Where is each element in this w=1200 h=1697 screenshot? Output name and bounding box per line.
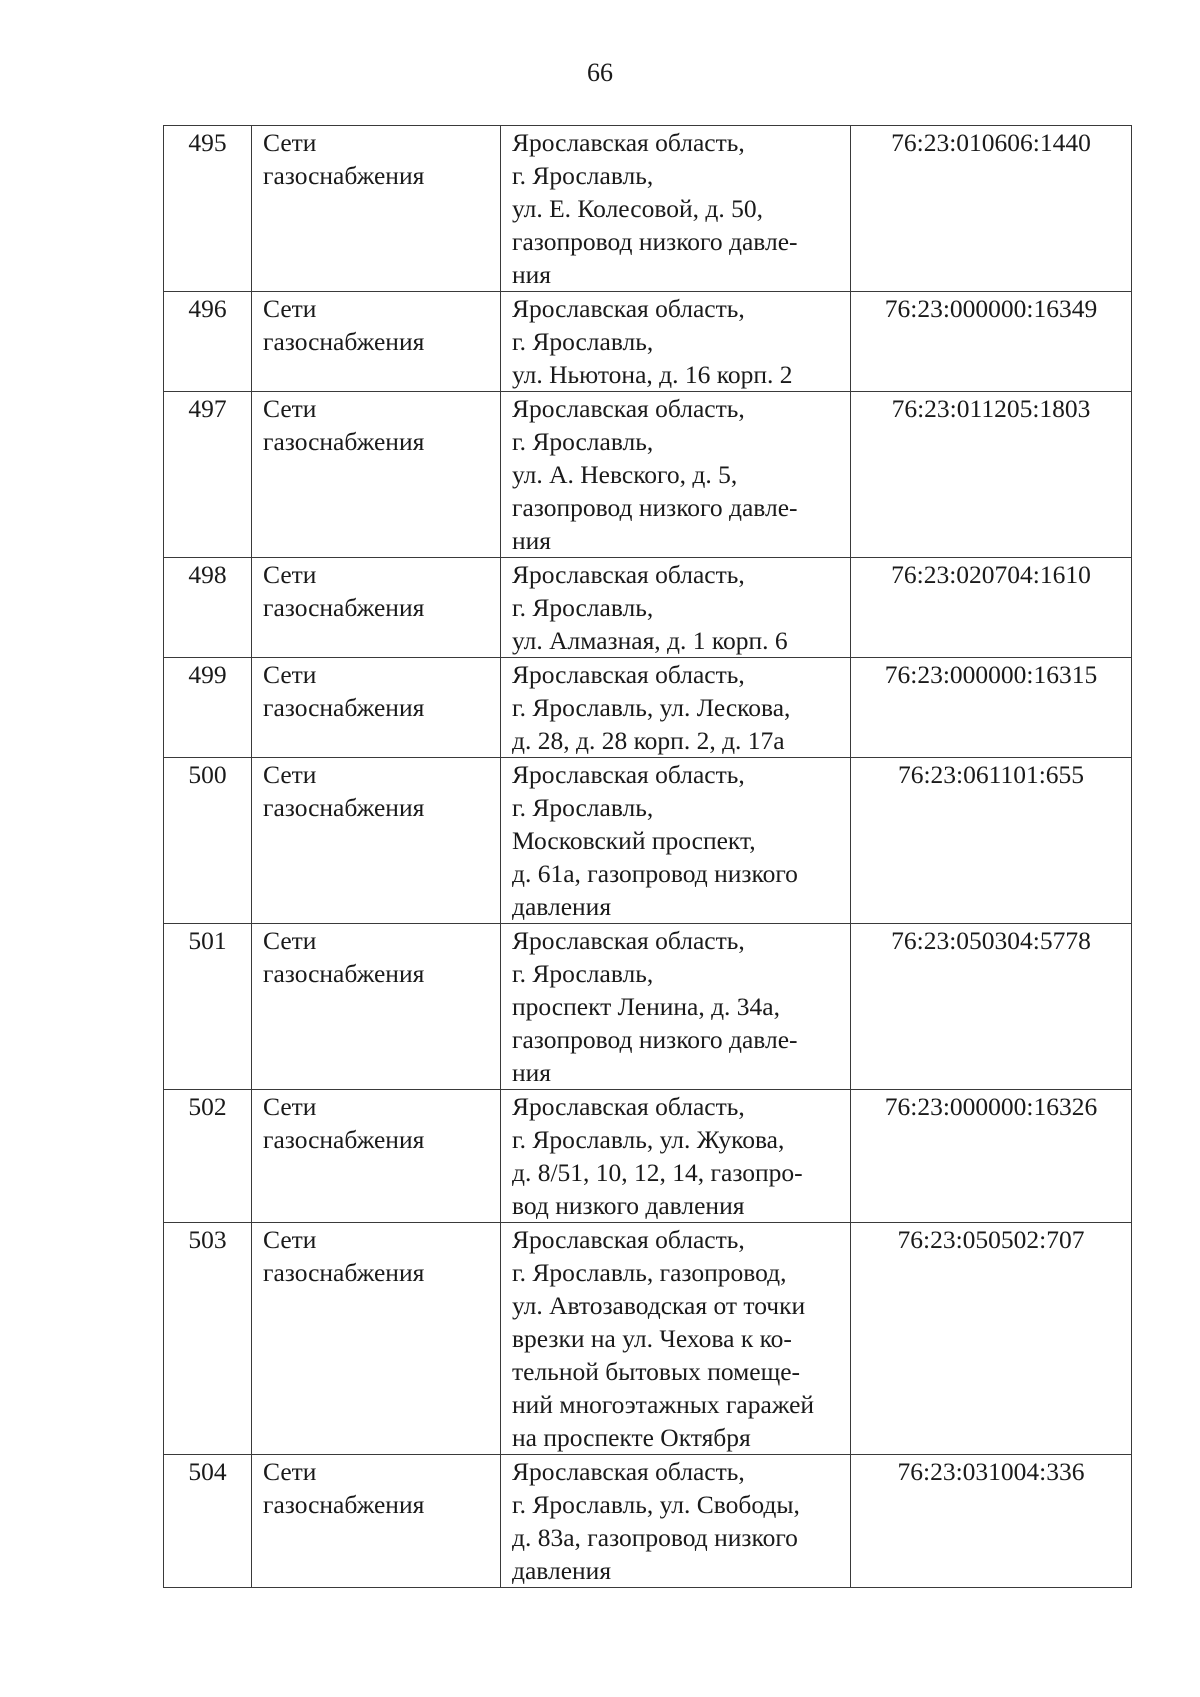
object-name-line: газоснабжения	[263, 959, 425, 988]
registry-table-body	[164, 126, 1132, 1588]
address-cell	[501, 392, 851, 558]
cadastral-number-cell: 76:23:061101:655	[851, 758, 1132, 924]
object-name-line: газоснабжения	[263, 1490, 425, 1519]
cadastral-number-cell: 76:23:050304:5778	[851, 924, 1132, 1090]
object-name-cell	[252, 1455, 501, 1588]
cadastral-number-cell: 76:23:031004:336	[851, 1455, 1132, 1588]
object-name-line: Сети	[263, 394, 317, 423]
address-line: г. Ярославль, ул. Лескова,	[512, 693, 791, 722]
address-line: врезки на ул. Чехова к ко-	[512, 1324, 792, 1353]
address-line: давления	[512, 1556, 612, 1585]
address-line: Ярославская область,	[512, 128, 745, 157]
address-cell	[501, 758, 851, 924]
address-cell	[501, 658, 851, 758]
cadastral-number-cell: 76:23:020704:1610	[851, 558, 1132, 658]
address-line: Ярославская область,	[512, 1225, 745, 1254]
address-line: Ярославская область,	[512, 926, 745, 955]
address-line: г. Ярославль,	[512, 327, 654, 356]
object-name-cell	[252, 1223, 501, 1455]
address-line: тельной бытовых помеще-	[512, 1357, 801, 1386]
address-line: г. Ярославль,	[512, 793, 654, 822]
address-line: Ярославская область,	[512, 660, 745, 689]
address-line: вод низкого давления	[512, 1191, 745, 1220]
cadastral-number-cell: 76:23:000000:16315	[851, 658, 1132, 758]
address-line: ул. Ньютона, д. 16 корп. 2	[512, 360, 793, 389]
row-number-cell: 501	[164, 924, 252, 1090]
object-name-cell	[252, 558, 501, 658]
address-line: г. Ярославль,	[512, 959, 654, 988]
address-line: г. Ярославль, ул. Жукова,	[512, 1125, 785, 1154]
address-line: Ярославская область,	[512, 394, 745, 423]
row-number-cell: 499	[164, 658, 252, 758]
address-cell	[501, 292, 851, 392]
object-name-cell	[252, 126, 501, 292]
address-line: д. 83а, газопровод низкого	[512, 1523, 798, 1552]
address-line: ния	[512, 260, 552, 289]
table-row	[164, 126, 1132, 292]
row-number-cell: 496	[164, 292, 252, 392]
object-name-line: Сети	[263, 294, 317, 323]
table-row	[164, 292, 1132, 392]
address-line: г. Ярославль, ул. Свободы,	[512, 1490, 800, 1519]
cadastral-number-cell: 76:23:000000:16326	[851, 1090, 1132, 1223]
object-name-line: Сети	[263, 760, 317, 789]
table-row	[164, 1455, 1132, 1588]
object-name-line: газоснабжения	[263, 593, 425, 622]
object-name-line: Сети	[263, 1092, 317, 1121]
object-name-line: Сети	[263, 1225, 317, 1254]
cadastral-number-cell: 76:23:011205:1803	[851, 392, 1132, 558]
address-line: Ярославская область,	[512, 760, 745, 789]
row-number-cell: 495	[164, 126, 252, 292]
address-line: Ярославская область,	[512, 1092, 745, 1121]
table-row	[164, 392, 1132, 558]
address-line: Ярославская область,	[512, 560, 745, 589]
object-name-line: газоснабжения	[263, 1258, 425, 1287]
address-cell	[501, 1455, 851, 1588]
table-row	[164, 1223, 1132, 1455]
address-line: ул. Автозаводская от точки	[512, 1291, 806, 1320]
address-line: давления	[512, 892, 612, 921]
row-number-cell: 504	[164, 1455, 252, 1588]
address-line: ния	[512, 1058, 552, 1087]
address-line: ния	[512, 526, 552, 555]
object-name-cell	[252, 758, 501, 924]
row-number-cell: 498	[164, 558, 252, 658]
object-name-cell	[252, 658, 501, 758]
address-line: г. Ярославль,	[512, 427, 654, 456]
address-cell	[501, 1090, 851, 1223]
address-line: д. 28, д. 28 корп. 2, д. 17а	[512, 726, 785, 755]
cadastral-number-cell: 76:23:010606:1440	[851, 126, 1132, 292]
table-row	[164, 758, 1132, 924]
object-name-line: газоснабжения	[263, 1125, 425, 1154]
object-name-line: газоснабжения	[263, 161, 425, 190]
row-number-cell: 497	[164, 392, 252, 558]
object-name-line: Сети	[263, 128, 317, 157]
table-row	[164, 558, 1132, 658]
cadastral-number-cell: 76:23:050502:707	[851, 1223, 1132, 1455]
table-row	[164, 1090, 1132, 1223]
object-name-line: Сети	[263, 560, 317, 589]
row-number-cell: 500	[164, 758, 252, 924]
object-name-line: газоснабжения	[263, 427, 425, 456]
row-number-cell: 503	[164, 1223, 252, 1455]
object-name-cell	[252, 924, 501, 1090]
address-line: д. 8/51, 10, 12, 14, газопро-	[512, 1158, 803, 1187]
object-name-line: газоснабжения	[263, 327, 425, 356]
address-cell	[501, 126, 851, 292]
address-line: г. Ярославль,	[512, 593, 654, 622]
address-line: г. Ярославль, газопровод,	[512, 1258, 787, 1287]
object-name-line: Сети	[263, 660, 317, 689]
object-name-line: газоснабжения	[263, 693, 425, 722]
address-line: ул. Е. Колесовой, д. 50,	[512, 194, 763, 223]
address-line: ул. Алмазная, д. 1 корп. 6	[512, 626, 788, 655]
address-line: газопровод низкого давле-	[512, 493, 798, 522]
registry-table	[163, 125, 1132, 1588]
address-line: Ярославская область,	[512, 294, 745, 323]
address-line: газопровод низкого давле-	[512, 227, 798, 256]
address-line: г. Ярославль,	[512, 161, 654, 190]
table-row	[164, 924, 1132, 1090]
object-name-line: Сети	[263, 926, 317, 955]
object-name-cell	[252, 1090, 501, 1223]
object-name-cell	[252, 392, 501, 558]
address-line: газопровод низкого давле-	[512, 1025, 798, 1054]
address-cell	[501, 924, 851, 1090]
cadastral-number-cell: 76:23:000000:16349	[851, 292, 1132, 392]
address-line: на проспекте Октября	[512, 1423, 751, 1452]
address-line: Московский проспект,	[512, 826, 756, 855]
address-line: Ярославская область,	[512, 1457, 745, 1486]
address-line: проспект Ленина, д. 34а,	[512, 992, 780, 1021]
object-name-line: газоснабжения	[263, 793, 425, 822]
address-line: ул. А. Невского, д. 5,	[512, 460, 738, 489]
address-cell	[501, 558, 851, 658]
row-number-cell: 502	[164, 1090, 252, 1223]
object-name-line: Сети	[263, 1457, 317, 1486]
page-number: 66	[587, 58, 613, 87]
address-line: ний многоэтажных гаражей	[512, 1390, 815, 1419]
table-row	[164, 658, 1132, 758]
address-cell	[501, 1223, 851, 1455]
address-line: д. 61а, газопровод низкого	[512, 859, 798, 888]
object-name-cell	[252, 292, 501, 392]
